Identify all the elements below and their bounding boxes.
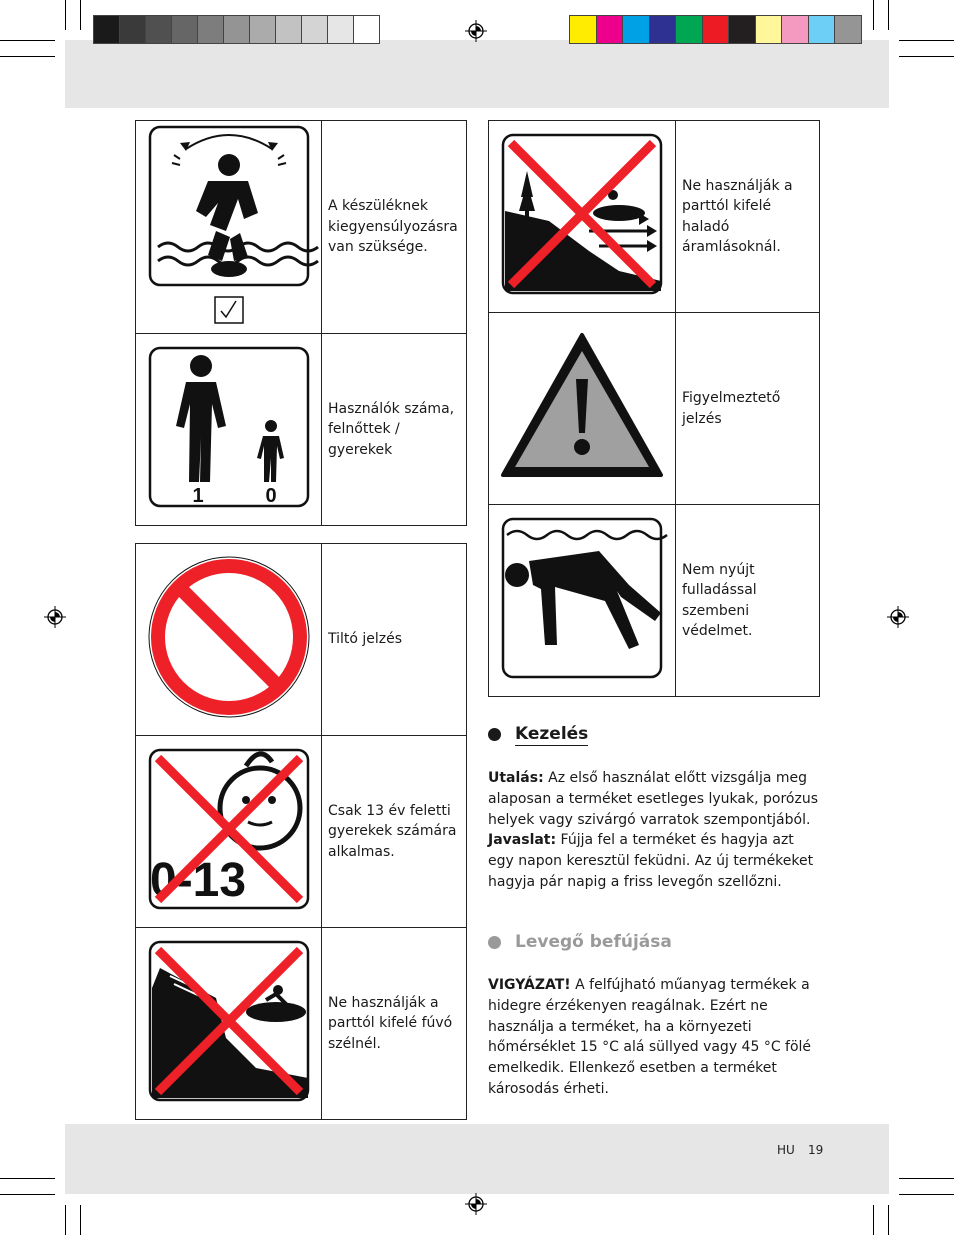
note-text: Az első használat előtt vizsgálja meg alaposan a terméket esetleges lyukak, porózus helyek vagy szivárgó varratok szempontjából. bbox=[488, 770, 818, 828]
description-cell: Figyelmeztető jelzés bbox=[676, 313, 820, 505]
symbols-table-left-top bbox=[135, 120, 467, 526]
header-band bbox=[65, 40, 889, 108]
color-swatch bbox=[650, 16, 676, 43]
footer-language: HU bbox=[777, 1143, 795, 1157]
tip-text: Fújja fel a terméket és hagyja azt egy napon keresztül feküdni. Az új termékeket hagyja pár napig a friss levegőn szellőzni. bbox=[488, 832, 814, 890]
description-cell: Ne használják a parttól kifelé fúvó szélnél. bbox=[322, 928, 467, 1120]
symbols-table-right bbox=[488, 120, 820, 697]
warning-triangle-icon bbox=[489, 313, 676, 500]
table-row bbox=[136, 544, 467, 736]
no-child-under-13-icon bbox=[136, 736, 322, 923]
table-row bbox=[136, 736, 467, 928]
color-swatch bbox=[328, 16, 353, 43]
description-cell: Használók száma, felnőttek / gyerekek bbox=[322, 334, 467, 526]
registration-mark-icon bbox=[887, 606, 909, 628]
color-swatch bbox=[703, 16, 729, 43]
color-swatch bbox=[276, 16, 301, 43]
no-offshore-current-icon bbox=[489, 121, 676, 308]
warning-text: A felfújható műanyag termékek a hidegre érzékenyen reagálnak. Ezért ne használja a terméket, ha a környezeti hőmérséklet 15 °C alá süllyed vagy 45 °C fölé emelkedik. Ellenkező esetben a terméket károsodás érheti. bbox=[488, 977, 812, 1097]
icon-cell bbox=[136, 736, 322, 928]
footer-band bbox=[65, 1124, 889, 1194]
section-title-levego-befujasa: Levegő befújása bbox=[515, 932, 672, 952]
color-swatch bbox=[597, 16, 623, 43]
users-adult-child-icon bbox=[136, 334, 322, 521]
section-bullet bbox=[488, 728, 501, 741]
color-swatch bbox=[729, 16, 755, 43]
description-cell: Nem nyújt fulladással szembeni védelmet. bbox=[676, 505, 820, 697]
note-paragraph bbox=[488, 768, 820, 893]
child-count: 0 bbox=[265, 485, 277, 507]
table-row bbox=[136, 928, 467, 1120]
page-number: 19 bbox=[808, 1143, 824, 1157]
color-swatch bbox=[570, 16, 596, 43]
no-drowning-protection-icon bbox=[489, 505, 676, 692]
section-bullet bbox=[488, 936, 501, 949]
color-swatch bbox=[120, 16, 145, 43]
table-row bbox=[489, 505, 820, 697]
registration-mark-icon bbox=[44, 606, 66, 628]
color-swatch bbox=[146, 16, 171, 43]
color-swatch bbox=[250, 16, 275, 43]
color-swatch bbox=[782, 16, 808, 43]
warning-paragraph bbox=[488, 975, 820, 1100]
color-swatch bbox=[623, 16, 649, 43]
description-cell: Csak 13 év feletti gyerekek számára alkalmas. bbox=[322, 736, 467, 928]
icon-cell bbox=[489, 313, 676, 505]
warning-label: VIGYÁZAT! bbox=[488, 977, 571, 993]
color-swatch bbox=[354, 16, 379, 43]
color-swatch bbox=[809, 16, 835, 43]
age-label: 0-13 bbox=[150, 854, 247, 907]
symbols-table-left-bottom bbox=[135, 543, 467, 1120]
color-swatch bbox=[835, 16, 861, 43]
table-row bbox=[489, 313, 820, 505]
registration-mark-icon bbox=[465, 1193, 487, 1215]
table-row bbox=[136, 121, 467, 334]
section-title-kezeles: Kezelés bbox=[515, 724, 589, 744]
icon-cell bbox=[136, 121, 322, 334]
balance-person-icon bbox=[136, 121, 322, 329]
icon-cell bbox=[136, 334, 322, 526]
prohibition-sign-icon bbox=[136, 544, 322, 731]
color-swatch bbox=[756, 16, 782, 43]
adult-count: 1 bbox=[192, 485, 204, 507]
icon-cell bbox=[136, 928, 322, 1120]
color-swatch bbox=[198, 16, 223, 43]
no-offshore-wind-icon bbox=[136, 928, 322, 1115]
color-swatch bbox=[676, 16, 702, 43]
table-row bbox=[489, 121, 820, 313]
icon-cell bbox=[489, 505, 676, 697]
registration-mark-icon bbox=[465, 20, 487, 42]
table-row bbox=[136, 334, 467, 526]
icon-cell bbox=[489, 121, 676, 313]
tip-label: Javaslat: bbox=[488, 832, 557, 849]
description-cell: Tiltó jelzés bbox=[322, 544, 467, 736]
description-cell: A készüléknek kiegyensúlyozásra van szüksége. bbox=[322, 121, 467, 334]
description-cell: Ne használják a parttól kifelé haladó áramlásoknál. bbox=[676, 121, 820, 313]
icon-cell bbox=[136, 544, 322, 736]
color-swatch bbox=[172, 16, 197, 43]
color-swatch bbox=[224, 16, 249, 43]
note-label: Utalás: bbox=[488, 770, 544, 786]
color-swatch bbox=[94, 16, 119, 43]
color-swatch bbox=[302, 16, 327, 43]
